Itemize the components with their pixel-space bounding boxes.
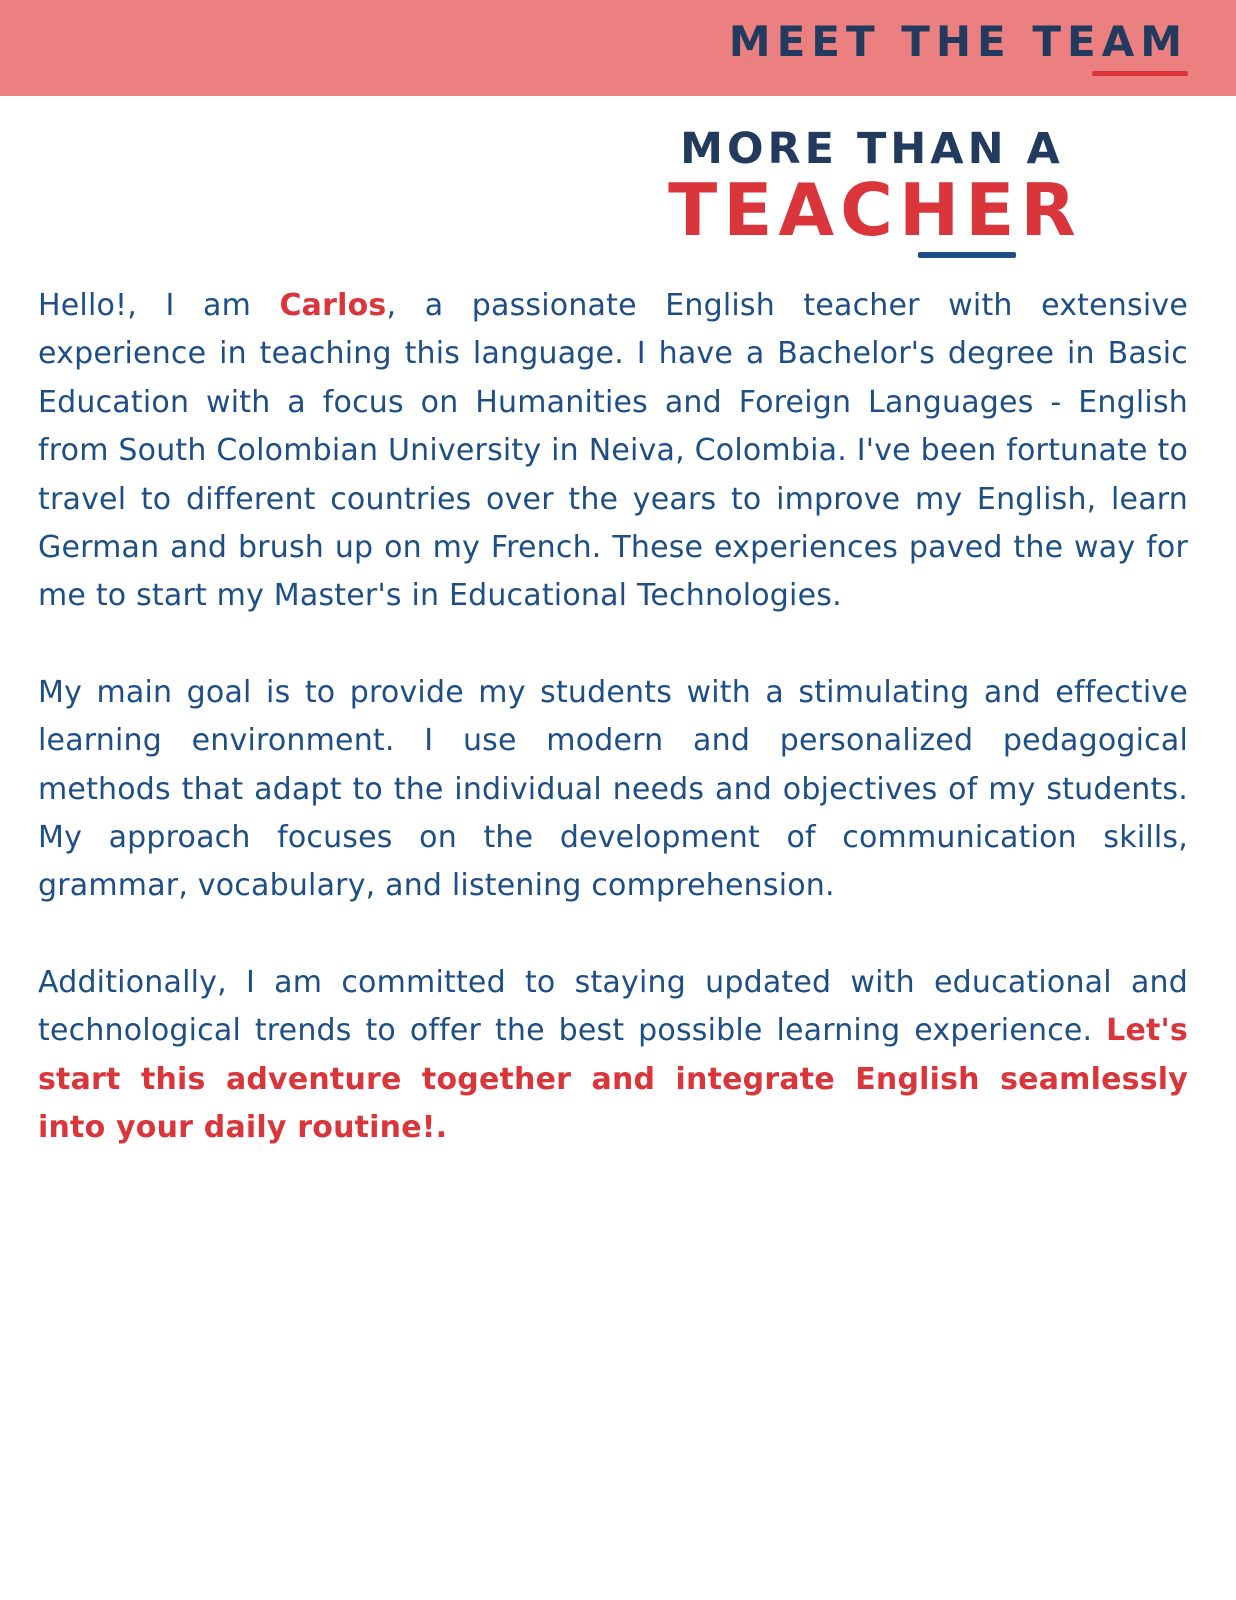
intro-details: , a passionate English teacher with extensive experience in teaching this language. I have a Bachelor's degree in Basic Education with a focus on Humanities and Foreign Languages - English from South Colombian University in Neiva, Colombia. I've been fortunate to travel to different countries over the years to improve my English, learn German and brush up on my French. These experiences paved the way for me to start my Master's in Educational Technologies. xyxy=(38,288,1188,614)
hero-subtitle: MORE THAN A xyxy=(680,124,1064,174)
teacher-name: Carlos xyxy=(279,288,387,323)
bio-text xyxy=(38,282,1188,1153)
bio-paragraph-goals: My main goal is to provide my students with a stimulating and effective learning environment. I use modern and personalized pedagogical methods that adapt to the individual needs and objectives of my students. My approach focuses on the development of communication skills, grammar, vocabulary, and listening comprehension. xyxy=(38,674,1188,904)
closing-call-to-action: Let's start this adventure together and integrate English seamlessly into your daily routine!. xyxy=(38,1013,1188,1146)
closing-text: Additionally, I am committed to staying updated with educational and technological trends to offer the best possible learning experience. xyxy=(38,964,1188,1049)
bio-paragraph-closing xyxy=(38,959,1188,1153)
hero-title-underline xyxy=(918,252,1016,258)
hero-title: TEACHER xyxy=(668,168,1082,252)
section-title-underline xyxy=(1092,71,1188,76)
section-title: MEET THE TEAM xyxy=(728,17,1188,66)
intro-greeting: Hello!, I am xyxy=(38,288,280,323)
bio-paragraph-intro xyxy=(38,282,1188,621)
